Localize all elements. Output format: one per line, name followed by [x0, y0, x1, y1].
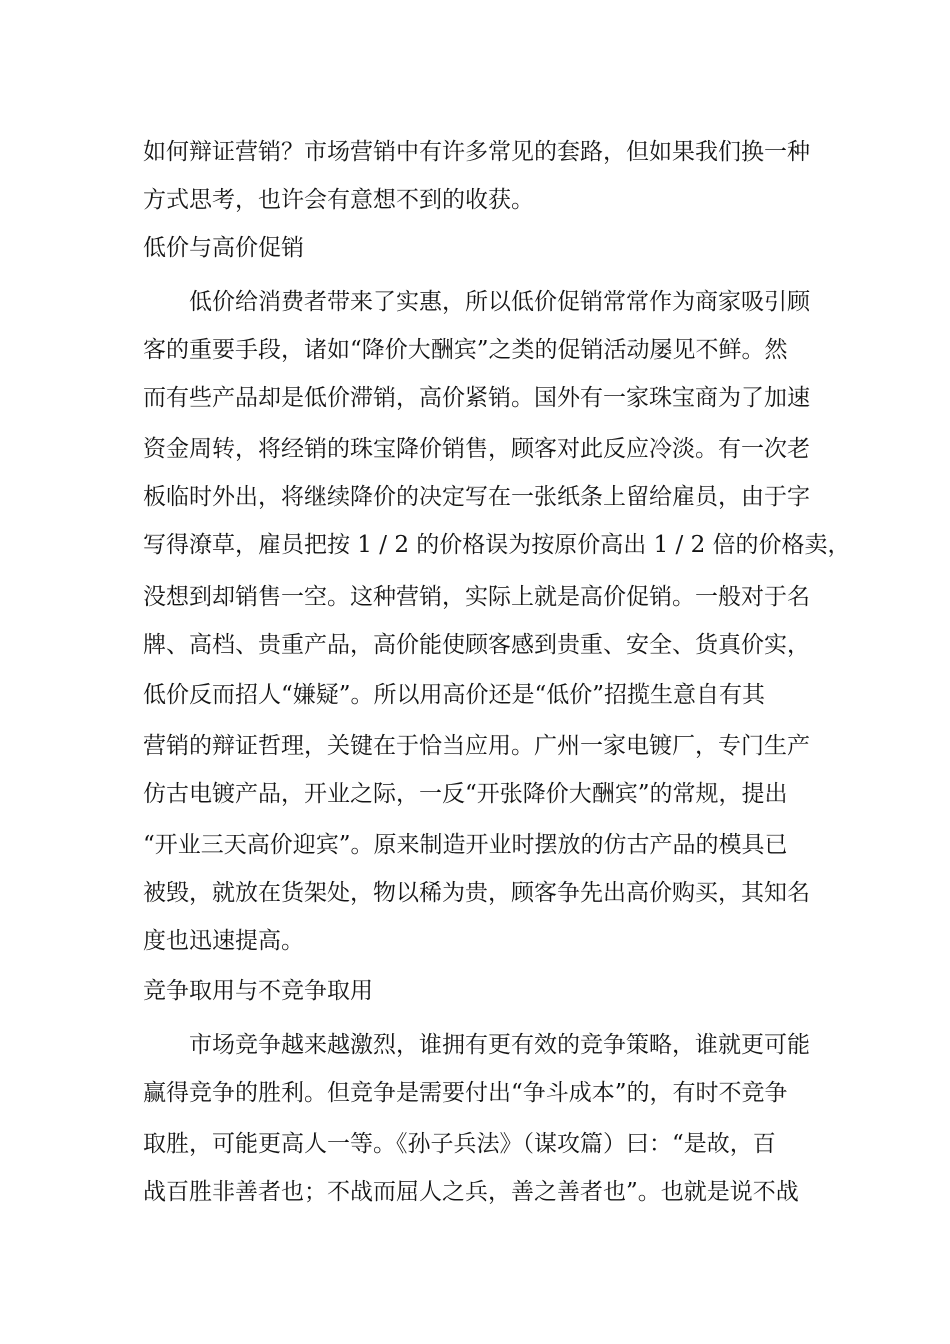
paragraph-line: 赢得竞争的胜利。但竞争是需要付出“争斗成本”的，有时不竞争 [143, 1080, 788, 1106]
paragraph-line: 被毁，就放在货架处，物以稀为贵，顾客争先出高价购买，其知名 [143, 880, 810, 906]
paragraph-line: 客的重要手段，诸如“降价大酬宾”之类的促销活动屡见不鲜。然 [143, 337, 788, 363]
paragraph-line: 取胜，可能更高人一等。《孙子兵法》（谋攻篇）曰：“是故，百 [143, 1131, 776, 1157]
paragraph-line: 低价反而招人“嫌疑”。所以用高价还是“低价”招揽生意自有其 [143, 682, 766, 708]
paragraph-line: 牌、高档、贵重产品，高价能使顾客感到贵重、安全、货真价实， [143, 632, 810, 658]
paragraph-line: 板临时外出，将继续降价的决定写在一张纸条上留给雇员，由于字 [143, 484, 810, 510]
paragraph-line: 资金周转，将经销的珠宝降价销售，顾客对此反应冷淡。有一次老 [143, 436, 810, 462]
paragraph-line: 度也迅速提高。 [143, 928, 304, 954]
paragraph-line: 营销的辩证哲理，关键在于恰当应用。广州一家电镀厂，专门生产 [143, 733, 810, 759]
paragraph-line: 低价给消费者带来了实惠，所以低价促销常常作为商家吸引顾 [189, 289, 810, 315]
paragraph-line: 市场竞争越来越激烈，谁拥有更有效的竞争策略，谁就更可能 [189, 1032, 810, 1058]
paragraph-line: 仿古电镀产品，开业之际，一反“开张降价大酬宾”的常规，提出 [143, 781, 788, 807]
paragraph-line: 写得潦草，雇员把按 1 / 2 的价格误为按原价高出 1 / 2 倍的价格卖， [143, 532, 851, 558]
section-heading: 低价与高价促销 [143, 235, 304, 261]
paragraph-line: 而有些产品却是低价滞销，高价紧销。国外有一家珠宝商为了加速 [143, 385, 810, 411]
intro-line: 如何辩证营销？市场营销中有许多常见的套路，但如果我们换一种 [143, 139, 810, 165]
section-heading: 竞争取用与不竞争取用 [143, 978, 373, 1004]
intro-line: 方式思考，也许会有意想不到的收获。 [143, 187, 534, 213]
paragraph-line: “开业三天高价迎宾”。原来制造开业时摆放的仿古产品的模具已 [143, 832, 788, 858]
paragraph-line: 没想到却销售一空。这种营销，实际上就是高价促销。一般对于名 [143, 584, 810, 610]
paragraph-line: 战百胜非善者也；不战而屈人之兵，善之善者也”。也就是说不战 [143, 1179, 799, 1205]
